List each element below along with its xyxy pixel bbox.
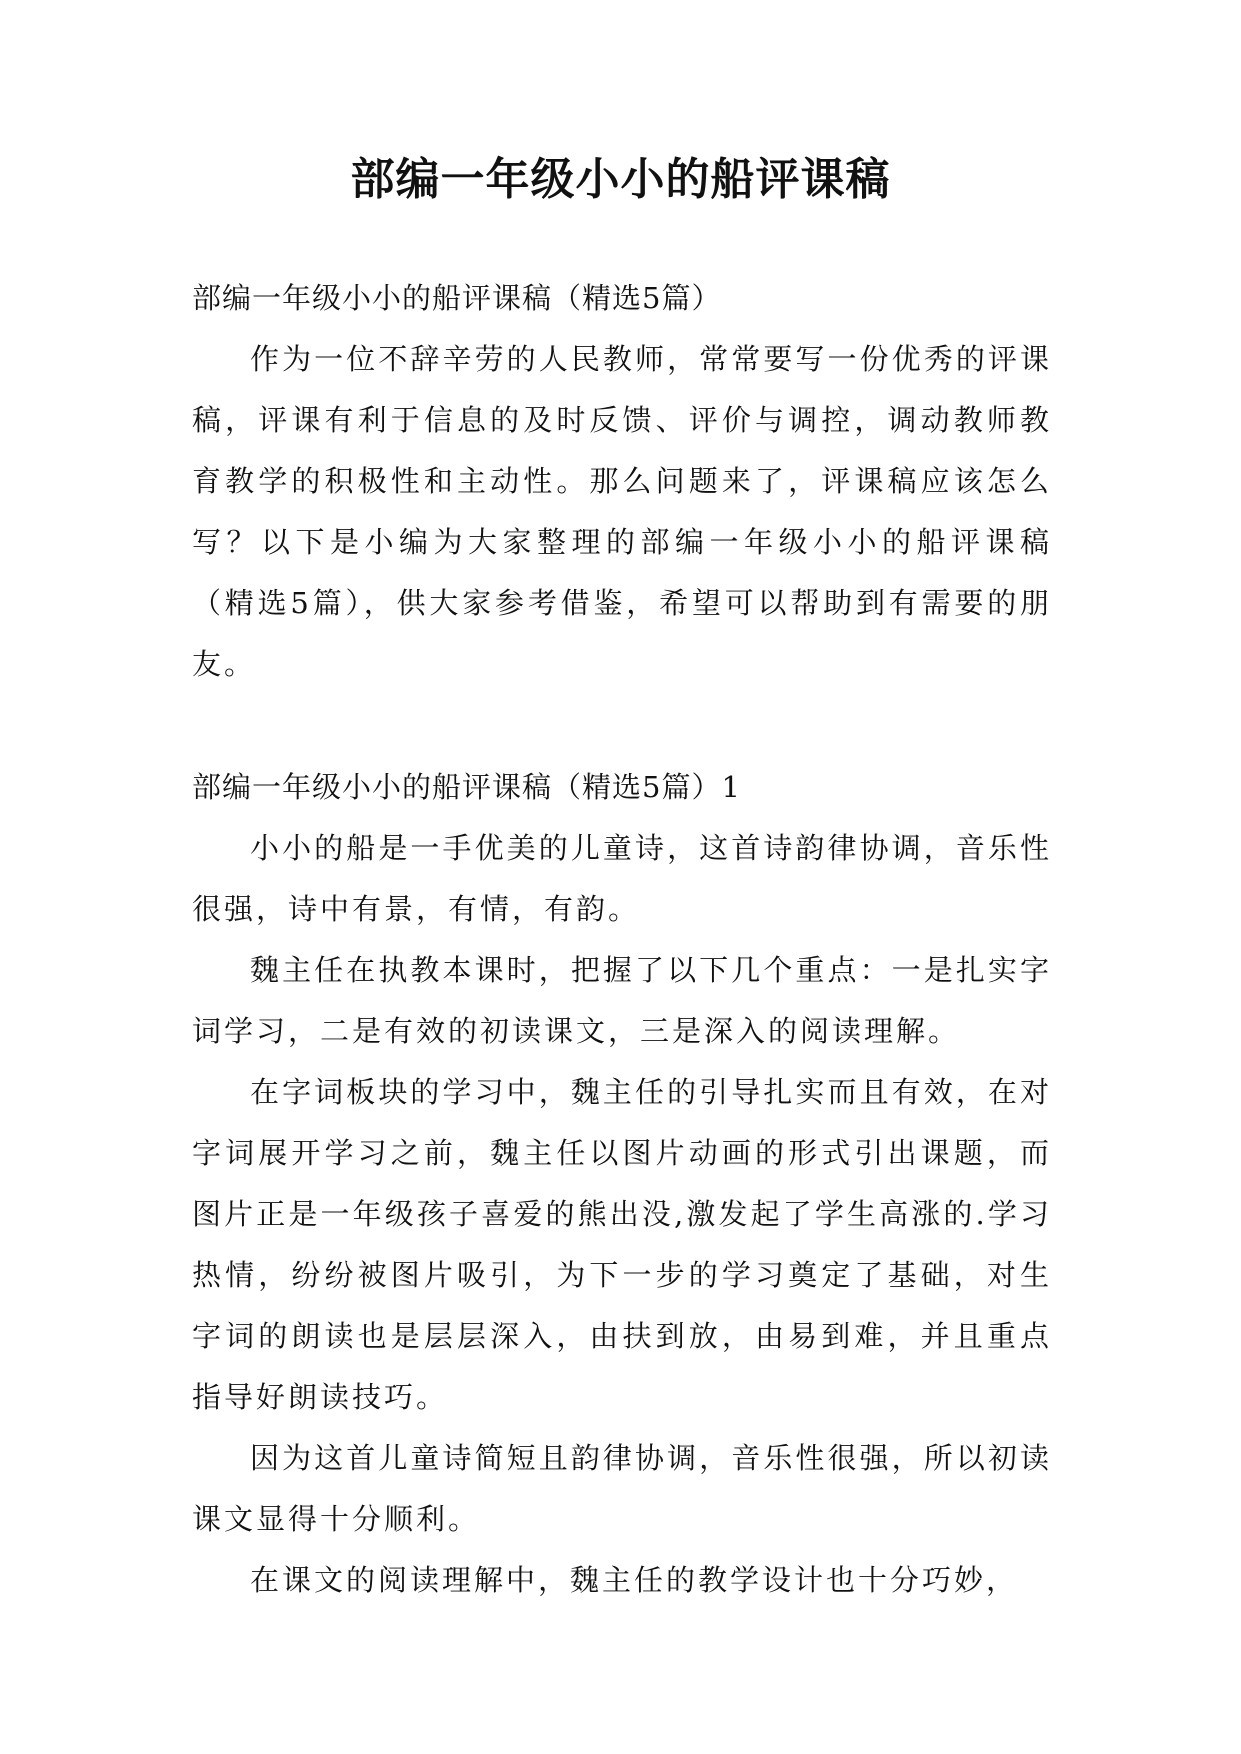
body-paragraph: 在字词板块的学习中，魏主任的引导扎实而且有效，在对字词展开学习之前，魏主任以图片动画的形式引出课题，而图片正是一年级孩子喜爱的熊出没,激发起了学生高涨的.学习热情，纷纷被图片吸引，为下一步的学习奠定了基础，对生字词的朗读也是层层深入，由扶到放，由易到难，并且重点指导好朗读技巧。 <box>192 1075 1052 1414</box>
body-paragraph: 小小的船是一手优美的儿童诗，这首诗韵律协调，音乐性很强，诗中有景，有情，有韵。 <box>192 831 1052 926</box>
document-title: 部编一年级小小的船评课稿 <box>350 154 891 205</box>
section-heading: 部编一年级小小的船评课稿（精选5篇）1 <box>192 770 741 804</box>
document-body <box>192 268 1052 1611</box>
body-paragraph: 在课文的阅读理解中，魏主任的教学设计也十分巧妙， <box>250 1563 1019 1597</box>
body-paragraph: 魏主任在执教本课时，把握了以下几个重点：一是扎实字词学习，二是有效的初读课文，三是深入的阅读理解。 <box>192 953 1052 1048</box>
body-paragraph: 因为这首儿童诗简短且韵律协调，音乐性很强，所以初读课文显得十分顺利。 <box>192 1441 1052 1536</box>
intro-heading: 部编一年级小小的船评课稿（精选5篇） <box>192 281 722 315</box>
intro-paragraph: 作为一位不辞辛劳的人民教师，常常要写一份优秀的评课稿，评课有利于信息的及时反馈、评价与调控，调动教师教育教学的积极性和主动性。那么问题来了，评课稿应该怎么写？以下是小编为大家整理的部编一年级小小的船评课稿（精选5篇），供大家参考借鉴，希望可以帮助到有需要的朋友。 <box>192 342 1052 681</box>
